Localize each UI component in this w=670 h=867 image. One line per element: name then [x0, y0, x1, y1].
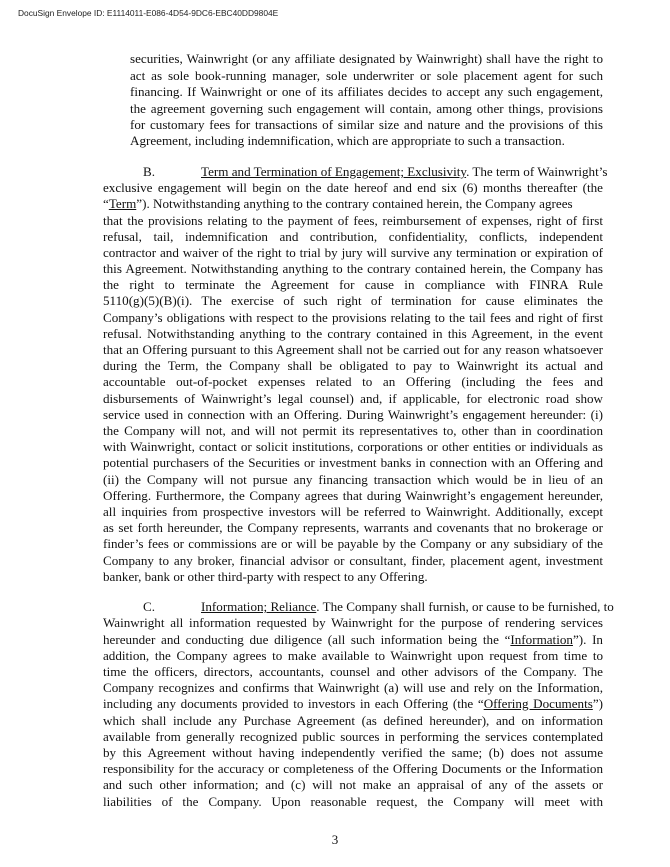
info-line-post: ”). In [572, 632, 603, 647]
paragraph-line: (ii) the Company will not pursue any financing transaction which would be in lieu of an [103, 472, 603, 487]
paragraph-line: all inquiries from prospective investors will be referred to Wainwright. Additionally, except [103, 504, 603, 519]
paragraph-line: potential purchasers of the Securities or investment banks in connection with an Offering and [103, 455, 603, 470]
paragraph-line: liabilities of the Company. Upon reasonable request, the Company will meet with [103, 794, 603, 809]
paragraph-line: refusal, tail, indemnification and contribution, confidentiality, conflicts, independent [103, 229, 603, 244]
section-c-heading-line [103, 599, 614, 615]
paragraph-line: the agreement governing such engagement will contain, among other things, provisions [130, 101, 603, 116]
paragraph-line: that an Offering pursuant to this Agreement shall not be carried out for any reason whatsoever [103, 342, 603, 357]
paragraph-line: service used in connection with an Offering. During Wainwright’s engagement hereunder: (i) [103, 407, 603, 422]
section-b-letter: B. [143, 164, 156, 179]
paragraph-line: act as sole book-running manager, sole underwriter or sole placement agent for such [130, 68, 603, 83]
open-quote: “ [103, 196, 109, 211]
paragraph-line: addition, the Company agrees to make available to Wainwright upon request from time to [103, 648, 603, 663]
paragraph-line: financing. If Wainwright or one of its affiliates decides to accept any such engagement, [130, 84, 603, 99]
section-c-heading: Information; Reliance [201, 599, 317, 614]
paragraph-line: 5110(g)(5)(B)(i). The exercise of such right of termination for cause eliminates the [103, 293, 603, 308]
term-definition-line [103, 196, 603, 212]
paragraph-line: for customary fees for transactions of similar size and nature and the provisions of this [130, 117, 603, 132]
offering-line-text: including any documents provided to investors in each Offering (the “ [103, 696, 484, 711]
information-definition-line [103, 632, 603, 648]
paragraph-line: disbursements of Wainwright’s legal counsel) and, if applicable, for electronic road show [103, 391, 603, 406]
paragraph-line: time the officers, directors, accountants, counsel and other advisors of the Company. The [103, 664, 603, 679]
paragraph-line: and such other information; and (c) will not make an appraisal of any of the assets or [103, 777, 603, 792]
offering-line-post: ”) [592, 696, 603, 711]
paragraph-line: by this Agreement without having independently verified the same; (b) does not assume [103, 745, 603, 760]
paragraph-line: that the provisions relating to the payment of fees, reimbursement of expenses, right of first [103, 213, 603, 228]
paragraph-line: Company’s obligations with respect to the provisions relating to the tail fees and right of first [103, 310, 603, 325]
paragraph-line: the right to terminate the Agreement for cause in compliance with FINRA Rule [103, 277, 603, 292]
section-b-heading: Term and Termination of Engagement; Exclusivity [201, 164, 467, 179]
paragraph-line: exclusive engagement will begin on the date hereof and end six (6) months thereafter (the [103, 180, 603, 195]
paragraph-line: which shall include any Purchase Agreement (as defined hereunder), and on information [103, 713, 603, 728]
paragraph-line: contractor and waiver of the right to trial by jury will survive any termination or expiration of [103, 245, 603, 260]
paragraph-line: available from generally recognized public sources in performing the services contemplated [103, 729, 603, 744]
paragraph-line: Wainwright all information requested by Wainwright for the purpose of rendering services [103, 615, 603, 630]
paragraph-line: with Wainwright, contact or solicit institutions, corporations or other entities or individuals as [103, 439, 603, 454]
offering-documents-definition-line [103, 696, 603, 712]
paragraph-line: during the Term, the Company shall be obligated to pay to Wainwright its actual and [103, 358, 603, 373]
paragraph-line: refusal. Notwithstanding anything to the contrary contained in this Agreement, in the event [103, 326, 603, 341]
term-line-text: ”). Notwithstanding anything to the contrary contained herein, the Company agrees [136, 196, 573, 211]
paragraph-line: this Agreement. Notwithstanding anything to the contrary contained herein, the Company has [103, 261, 603, 276]
section-c-first-line-text: . The Company shall furnish, or cause to be furnished, to [316, 599, 614, 614]
paragraph-line: Company recognizes and confirms that Wainwright (a) will use and rely on the Information, [103, 680, 603, 695]
paragraph-line: accountable out-of-pocket expenses related to an Offering (including the fees and [103, 374, 603, 389]
paragraph-line: as set forth hereunder, the Company represents, warrants and covenants that no brokerage or [103, 520, 603, 535]
paragraph-line: securities, Wainwright (or any affiliate designated by Wainwright) shall have the right to [130, 51, 603, 66]
defined-term-term: Term [108, 196, 137, 211]
info-line-text: hereunder and conducting due diligence (all such information being the “ [103, 632, 511, 647]
paragraph-line: Offering. Furthermore, the Company agrees that during Wainwright’s engagement hereunder, [103, 488, 603, 503]
paragraph-line: finder’s fees or commissions are or will be payable by the Company or any subsidiary of the [103, 536, 603, 551]
page-number: 3 [331, 832, 339, 847]
paragraph-line: Company to any broker, financial advisor or consultant, finder, placement agent, investment [103, 553, 603, 568]
docusign-envelope-id: DocuSign Envelope ID: E1114011-E086-4D54-9DC6-EBC40DD9804E [18, 8, 279, 18]
paragraph-line: banker, bank or other third-party with respect to any Offering. [103, 569, 428, 584]
paragraph-line: Agreement, including indemnification, which are appropriate to such a transaction. [130, 133, 565, 148]
paragraph-line: responsibility for the accuracy or completeness of the Offering Documents or the Information [103, 761, 603, 776]
defined-term-information: Information [510, 632, 573, 647]
section-c-letter: C. [143, 599, 156, 614]
section-b-first-line-text: . The term of Wainwright’s [466, 164, 608, 179]
defined-term-offering-documents: Offering Documents [483, 696, 593, 711]
paragraph-line: the Company will not, and will not permit its representatives to, other than in coordination [103, 423, 603, 438]
section-b-heading-line [103, 164, 608, 180]
